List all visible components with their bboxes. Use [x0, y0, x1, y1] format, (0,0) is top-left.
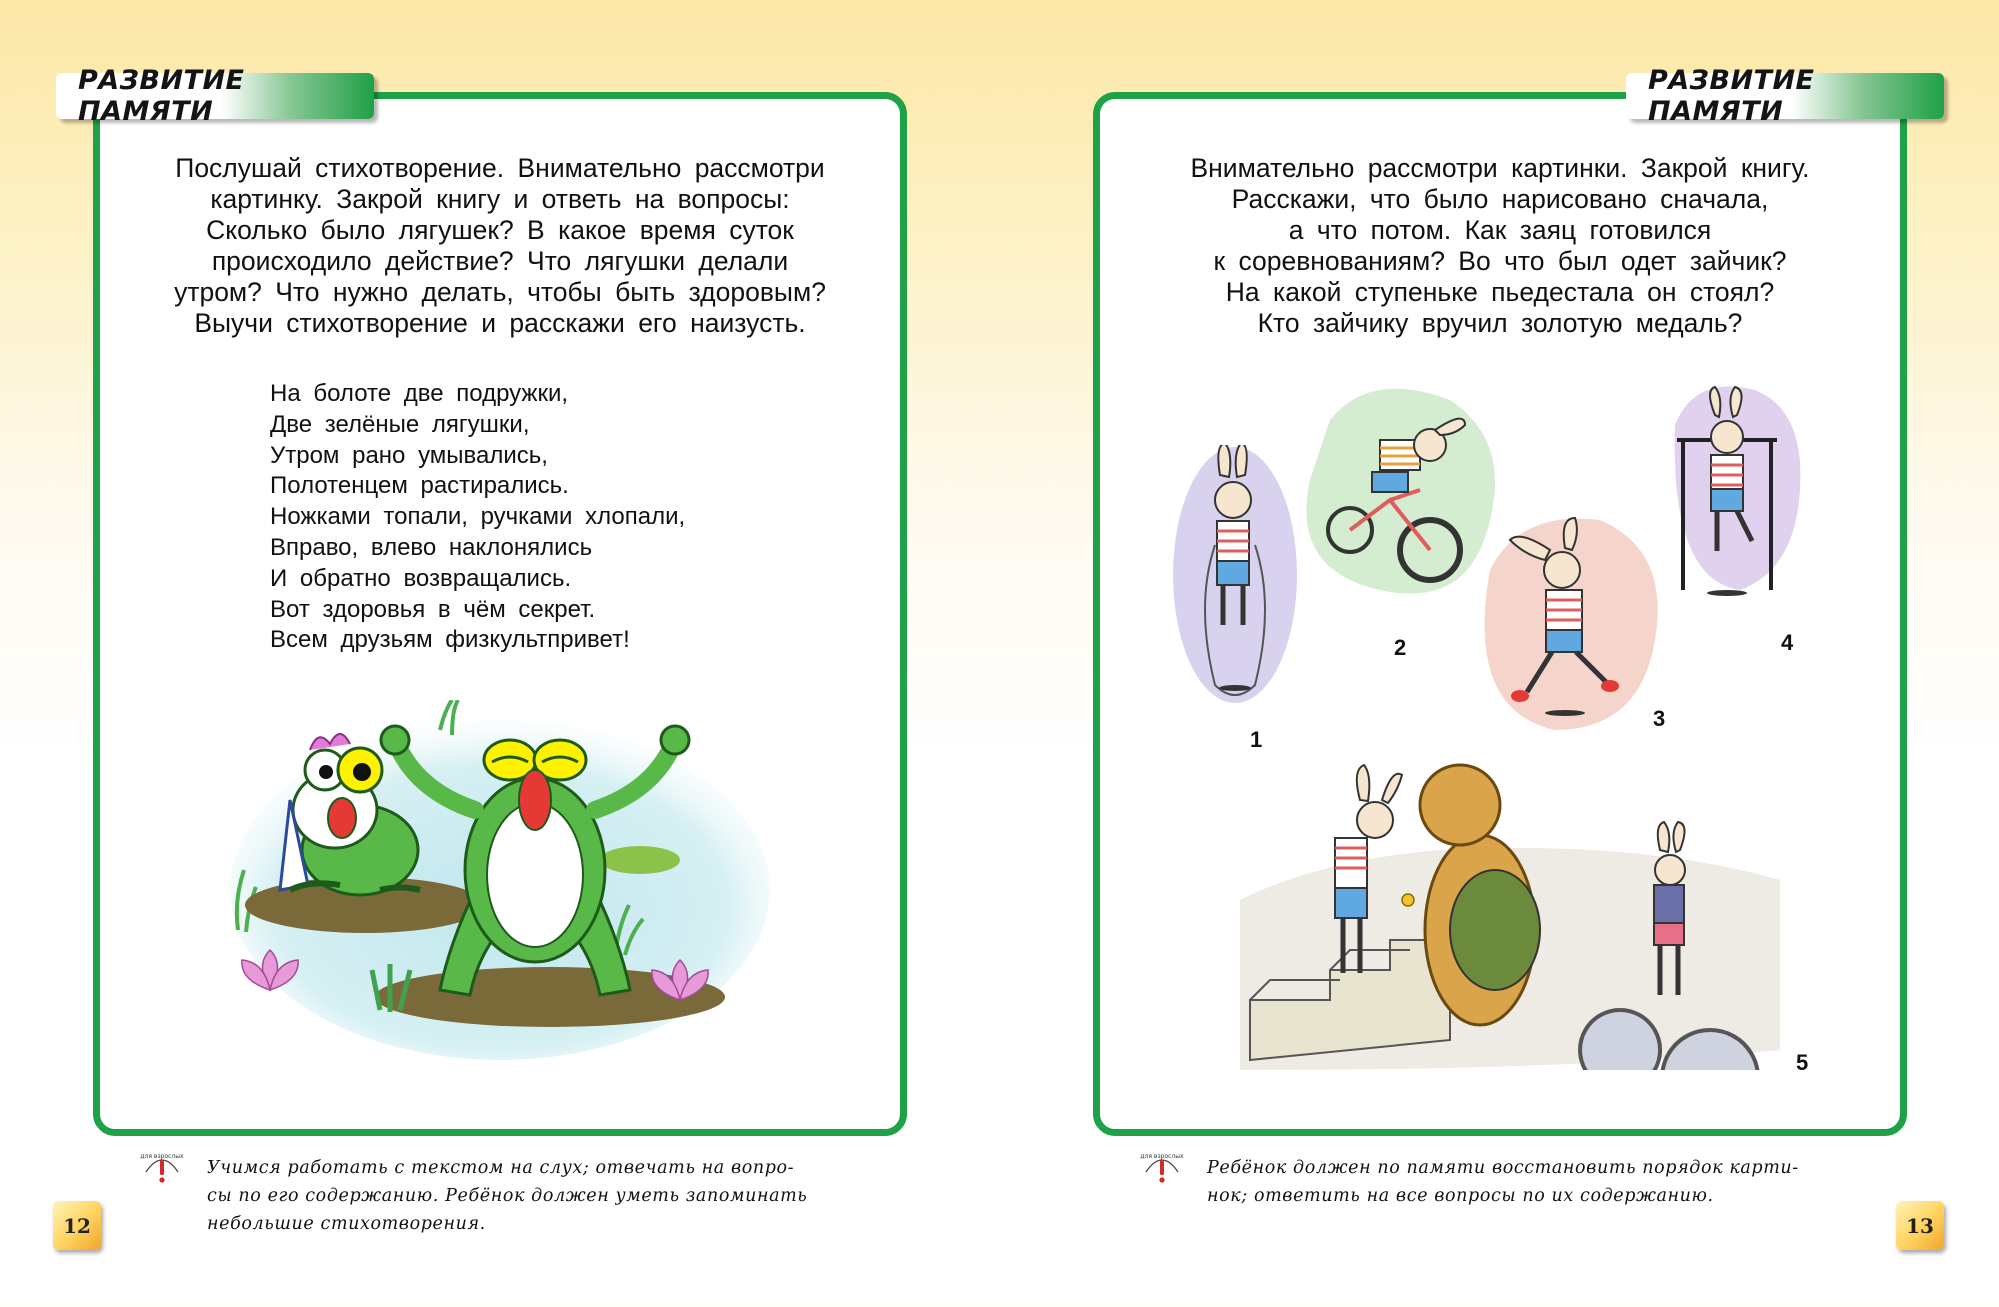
- bunny-pull-up-picture: [1655, 385, 1805, 600]
- poem-line: Ножками топали, ручками хлопали,: [270, 503, 686, 531]
- instruction-line: Кто зайчику вручил золотую медаль?: [1257, 308, 1743, 338]
- right-page: [1000, 0, 1999, 1307]
- for-adults-label: для взрослых: [1140, 1153, 1184, 1160]
- note-line: сы по его содержанию. Ребёнок должен уметь запоминать: [207, 1186, 808, 1206]
- instruction-line: картинку. Закрой книгу и ответь на вопросы:: [210, 184, 790, 214]
- picture-number: 3: [1653, 706, 1666, 731]
- picture-number: 2: [1394, 635, 1407, 660]
- note-line: нок; ответить на все вопросы по их содержанию.: [1207, 1186, 1714, 1206]
- instruction-line: происходило действие? Что лягушки делали: [211, 246, 789, 276]
- for-adults-label: для взрослых: [140, 1153, 184, 1160]
- instruction-line: Внимательно рассмотри картинки. Закрой книгу.: [1190, 153, 1810, 183]
- poem-line: Две зелёные лягушки,: [270, 410, 530, 438]
- poem-line: Утром рано умывались,: [270, 441, 548, 469]
- instructions-text: [1140, 153, 1860, 339]
- instruction-line: Сколько было лягушек? В какое время суток: [206, 215, 794, 245]
- poem: [270, 379, 685, 656]
- bunny-running-picture: [1470, 510, 1660, 735]
- frogs-illustration: [230, 700, 770, 1060]
- note-line: Ребёнок должен по памяти восстановить порядок карти-: [1207, 1158, 1799, 1178]
- for-adults-icon: [1140, 1146, 1184, 1186]
- section-title: РАЗВИТИЕ ПАМЯТИ: [56, 73, 374, 119]
- page-number: 12: [53, 1201, 101, 1250]
- for-adults-icon: [140, 1146, 184, 1186]
- poem-line: И обратно возвращались.: [270, 564, 572, 592]
- instruction-line: Послушай стихотворение. Внимательно рассмотри: [175, 153, 825, 183]
- bunny-jump-rope-picture: [1165, 445, 1305, 715]
- poem-line: Всем друзьям физкультпривет!: [270, 626, 630, 654]
- note-line: Учимся работать с текстом на слух; отвечать на вопро-: [207, 1158, 795, 1178]
- picture-number: 1: [1250, 727, 1263, 752]
- poem-line: Полотенцем растирались.: [270, 472, 569, 500]
- poem-line: На болоте две подружки,: [270, 380, 569, 407]
- instruction-line: Расскажи, что было нарисовано сначала,: [1231, 184, 1769, 214]
- instruction-line: На какой ступеньке пьедестала он стоял?: [1225, 277, 1775, 307]
- poem-line: Вот здоровья в чём секрет.: [270, 595, 596, 623]
- instructions-text: [140, 153, 860, 339]
- picture-number: 4: [1781, 630, 1794, 655]
- section-title: РАЗВИТИЕ ПАМЯТИ: [1626, 73, 1944, 119]
- instruction-line: к соревнованиям? Во что был одет зайчик?: [1213, 246, 1787, 276]
- instruction-line: Выучи стихотворение и расскажи его наизусть.: [194, 308, 806, 338]
- poem-line: Вправо, влево наклонялись: [270, 533, 593, 561]
- parents-note: [207, 1154, 807, 1238]
- instruction-line: а что потом. Как заяц готовился: [1288, 215, 1712, 245]
- instruction-line: утром? Что нужно делать, чтобы быть здоровым?: [174, 277, 826, 307]
- note-line: небольшие стихотворения.: [207, 1214, 486, 1234]
- picture-number: 5: [1796, 1050, 1809, 1075]
- bunny-podium-award-picture: [1240, 750, 1780, 1070]
- parents-note: [1207, 1154, 1799, 1210]
- page-number: 13: [1896, 1201, 1944, 1250]
